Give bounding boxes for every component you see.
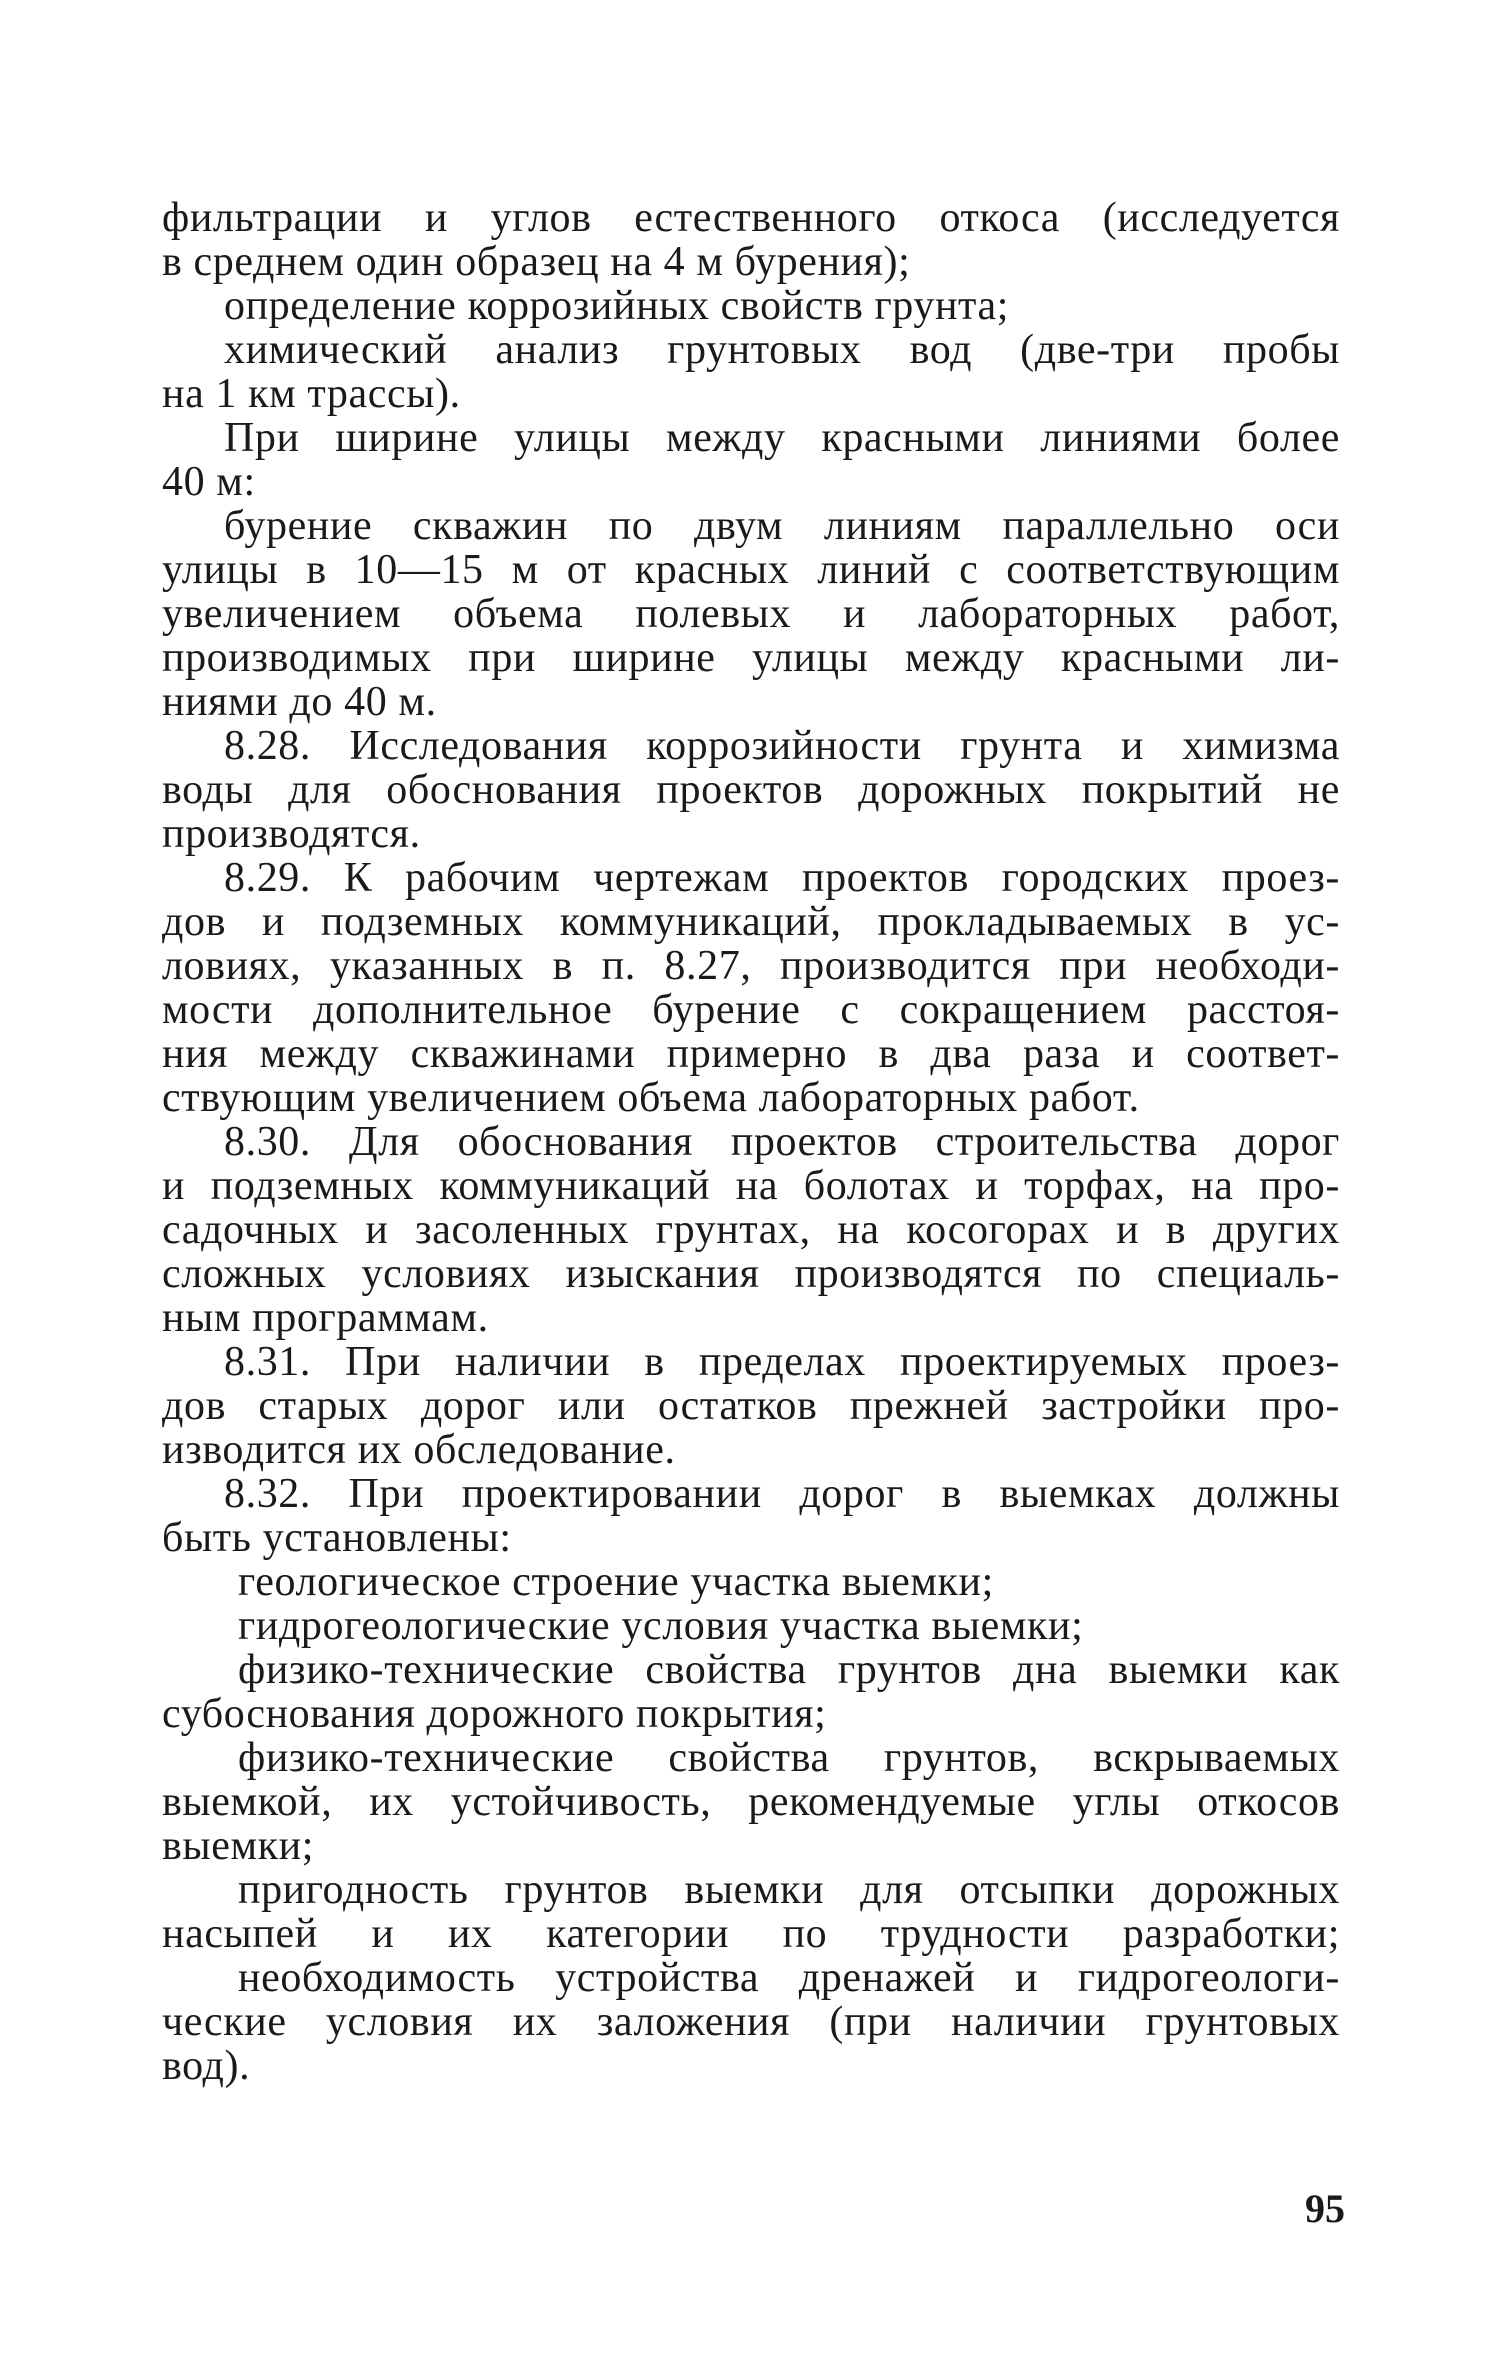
text-line: на 1 км трассы). <box>162 371 461 417</box>
text-line: сложных условиях изыскания производятся по специаль- <box>162 1251 1340 1297</box>
text-line: фильтрации и углов естественного откоса (исследуется <box>162 195 1340 241</box>
text-line: необходимость устройства дренажей и гидрогеологи- <box>238 1955 1340 2001</box>
text-line: 8.29. К рабочим чертежам проектов городских проез- <box>224 855 1340 901</box>
text-line: увеличением объема полевых и лабораторных работ, <box>162 591 1340 637</box>
text-line: ния между скважинами примерно в два раза и соответ- <box>162 1031 1340 1077</box>
text-line: производимых при ширине улицы между красными ли- <box>162 635 1340 681</box>
text-line: ным программам. <box>162 1295 489 1341</box>
text-line: определение коррозийных свойств грунта; <box>224 283 1009 329</box>
text-line: геологическое строение участка выемки; <box>238 1559 994 1605</box>
text-line: субоснования дорожного покрытия; <box>162 1691 827 1737</box>
text-line: воды для обоснования проектов дорожных покрытий не <box>162 767 1340 813</box>
text-line: вод). <box>162 2043 251 2089</box>
text-line: выемки; <box>162 1823 315 1869</box>
text-line: и подземных коммуникаций на болотах и торфах, на про- <box>162 1163 1340 1209</box>
text-line: изводится их обследование. <box>162 1427 676 1473</box>
text-line: 8.31. При наличии в пределах проектируемых проез- <box>224 1339 1340 1385</box>
text-line: садочных и засоленных грунтах, на косогорах и в других <box>162 1207 1340 1253</box>
text-line: дов и подземных коммуникаций, прокладываемых в ус- <box>162 899 1340 945</box>
text-line: насыпей и их категории по трудности разработки; <box>162 1911 1340 1957</box>
text-line: в среднем один образец на 4 м бурения); <box>162 239 911 285</box>
text-line: выемкой, их устойчивость, рекомендуемые углы откосов <box>162 1779 1340 1825</box>
text-line: мости дополнительное бурение с сокращением расстоя- <box>162 987 1340 1033</box>
text-line: производятся. <box>162 811 421 857</box>
text-line: дов старых дорог или остатков прежней застройки про- <box>162 1383 1340 1429</box>
text-line: ческие условия их заложения (при наличии грунтовых <box>162 1999 1340 2045</box>
text-line: 8.28. Исследования коррозийности грунта и химизма <box>224 723 1340 769</box>
text-line: бурение скважин по двум линиям параллельно оси <box>224 503 1340 549</box>
text-line: 40 м: <box>162 459 256 505</box>
text-line: ствующим увеличением объема лабораторных работ. <box>162 1075 1140 1121</box>
text-line: гидрогеологические условия участка выемки; <box>238 1603 1084 1649</box>
text-line: химический анализ грунтовых вод (две-три пробы <box>224 327 1340 373</box>
text-line: физико-технические свойства грунтов дна выемки как <box>238 1647 1340 1693</box>
text-line: быть установлены: <box>162 1515 512 1561</box>
text-line: физико-технические свойства грунтов, вскрываемых <box>238 1735 1340 1781</box>
text-line: 8.30. Для обоснования проектов строительства дорог <box>224 1119 1340 1165</box>
page-number: 95 <box>1305 2186 1345 2231</box>
body-text <box>162 196 1340 2088</box>
text-line: ловиях, указанных в п. 8.27, производится при необходи- <box>162 943 1340 989</box>
text-line: пригодность грунтов выемки для отсыпки дорожных <box>238 1867 1340 1913</box>
text-line: 8.32. При проектировании дорог в выемках должны <box>224 1471 1340 1517</box>
text-line: ниями до 40 м. <box>162 679 437 725</box>
text-line: улицы в 10—15 м от красных линий с соответствующим <box>162 547 1340 593</box>
text-line: При ширине улицы между красными линиями более <box>224 415 1340 461</box>
